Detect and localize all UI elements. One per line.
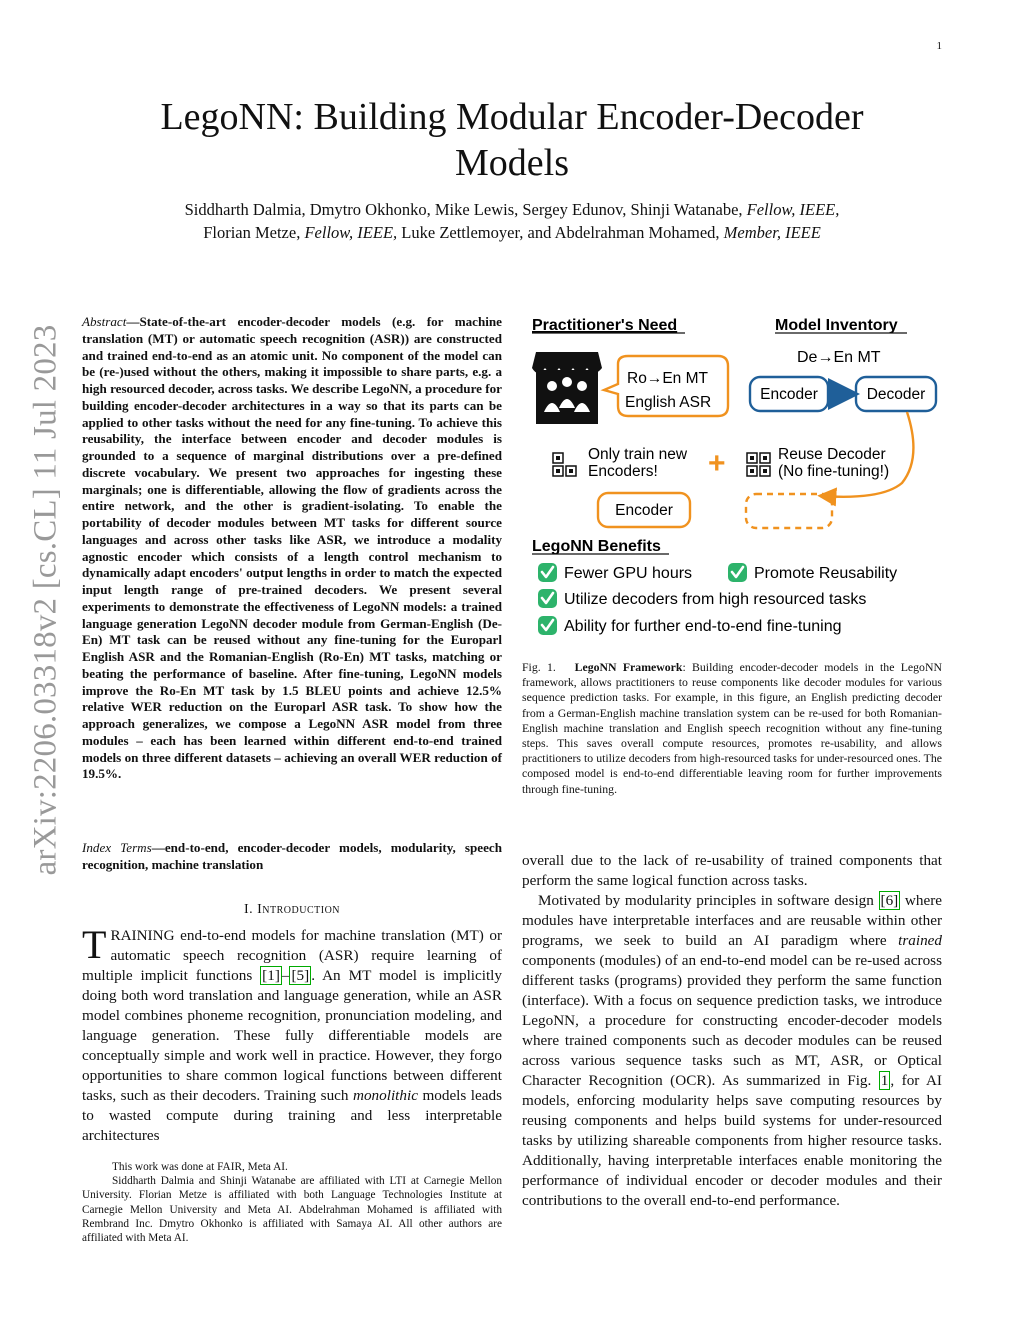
index-terms-label: Index Terms [82,840,152,855]
arxiv-id: arXiv:2206.03318v2 [cs.CL] 11 Jul 2023 [27,324,64,876]
citation-dash: – [281,967,290,984]
benefit-1: Fewer GPU hours [564,565,693,582]
authors-line-2a: Florian Metze, [203,223,301,242]
title-line-1: LegoNN: Building Modular Encoder-Decoder [160,96,864,138]
new-encoder-label: Encoder [615,502,673,519]
only-train-line-1: Only train new [588,446,688,463]
caption-label: Fig. 1. [522,660,556,674]
author-role: Member, IEEE [723,223,821,242]
caption-text: : Building encoder-decoder models in the LegoNN framework, allows practitioners to reuse components like decoder modules for various sequence prediction tasks. For example, in this figure, an English predicting decoder from a German-English machine translation system can be re-used for both Romanian-English machine translation and English speech recognition without any fine-tuning steps. This saves overall compute resources, promotes re-usability, and allows practitioners to utilize decoders from high-resourced tasks for under-resourced ones. The composed model is end-to-end differentiable leaving room for further improvements through fine-tuning. [522,660,942,796]
authors-line-1: Siddharth Dalmia, Dmytro Okhonko, Mike Lewis, Sergey Edunov, Shinji Watanabe, [184,200,743,219]
only-train-line-2: Encoders! [588,463,658,480]
paragraph-emphasis: trained [898,932,942,949]
intro-text-c: models leads to wasted compute during training and less interpretable architectures [82,1087,502,1144]
intro-first-word: RAINING [110,927,175,944]
index-terms [82,840,502,874]
footnote-2: Siddharth Dalmia and Shinji Watanabe are affiliated with LTI at Carnegie Mellon University. Florian Metze is affiliated with both Language Technologies Institute at Carnegie Mellon University and Meta AI. Abdelrahman Mohamed is affiliated with Rembrand Inc. Dmytro Okhonko is affiliated with Samaya AI. All other authors are affiliated with Meta AI. [82,1175,502,1245]
figure-caption [522,660,942,797]
inventory-decoder-label: Decoder [866,386,926,403]
dropcap: T [82,922,107,967]
author-role: Fellow, IEEE, [746,200,840,219]
paper-title [0,94,1024,186]
citation-link[interactable]: [5] [291,967,310,984]
plus-sign: + [708,447,726,480]
paragraph-text: components (modules) of an end-to-end model can be re-used across different tasks (programs) provided they perform the same function (interface). With a focus on sequence prediction tasks, we introduce LegoNN, a procedure for constructing encoder-decoder models where trained components such as decoder modules can be reused across various sequence tasks such as MT, ASR, or Optical Character Recognition (OCR). As summarized in Fig. [522,952,942,1089]
author-role: Fellow, IEEE, [304,223,398,242]
lego-icon [747,453,770,476]
citation-link[interactable]: [6] [880,892,899,909]
section-title: Introduction [257,902,341,917]
section-heading [82,902,502,918]
paragraph-text: , for AI models, enforcing modularity helps save computing resources by reusing components and helps build systems for under-resourced tasks by utilizing shareable components from higher resource tasks. Additionally, having interpretable interfaces enable monitoring the performance of individual encoder or decoder modules and their contributions to the overall end-to-end performance. [522,1072,942,1209]
check-icon [538,563,557,582]
index-terms-text: —end-to-end, encoder-decoder models, modularity, speech recognition, machine translation [82,840,503,872]
paragraph: overall due to the lack of re-usability of trained components that perform the same logical function across tasks. [522,852,942,889]
figure-1 [522,308,942,653]
shop-icon [532,352,602,424]
paragraph-text: where modules have interpretable interfaces and are reusable within other programs, we seek to build an AI paradigm where [522,892,942,949]
footnote-1: This work was done at FAIR, Meta AI. [112,1161,288,1173]
abstract-text: —State-of-the-art encoder-decoder models (e.g. for machine translation (MT) or automatic speech recognition (ASR)) are constructed and trained end-to-end as an atomic unit. No component of the model can be (re-)used without the others, making it impossible to share parts, e.g. a high resourced decoder, across tasks. We describe LegoNN, a procedure for building encoder-decoder architectures in a way so that its parts can be applied to other tasks without the need for any fine-tuning. To achieve this reusability, the interface between encoder and decoder modules is grounded to a sequence of marginal distributions over a pre-defined discrete vocabulary. We present two approaches for ingesting these marginals; one is differentiable, allowing the flow of gradients across the entire network, and the other is gradient-isolating. To enable the portability of decoder modules between MT tasks for different source languages and across other tasks like ASR, we introduce a modality agnostic encoder which consists of a length control mechanism to dynamically adapt encoders' output lengths in order to match the expected input length range of pre-trained decoders. We present several experiments to demonstrate the effectiveness of LegoNN models: a trained language generation LegoNN decoder module from German-English (De-En) MT task can be reused without any fine-tuning for the Europarl English ASR and the Romanian-English (Ro-En) MT tasks, matching or beating the performance of baseline. After fine-tuning, LegoNN models improve the Ro-En MT task by 1.5 BLEU points and achieve 12.5% relative WER reduction on the Europarl ASR task. To show how the approach generalizes, we compose a LegoNN ASR model from three modules – each has been learned within different end-to-end trained models on three different datasets – achieving an overall WER reduction of 19.5%. [82,314,502,782]
intro-paragraph [82,922,502,1146]
abstract [82,314,502,783]
need-speech-bubble [604,356,728,416]
reuse-line-2: (No fine-tuning!) [778,463,890,480]
intro-continued [522,851,942,1211]
intro-text-a: end-to-end models for machine translation (MT) or automatic speech recognition (ASR) require learning of multiple implicit functions [82,927,502,984]
title-line-2: Models [455,142,569,184]
need-task-1: Ro→En MT [627,370,708,387]
intro-text-b: . An MT model is implicitly doing both word translation and language generation, while an ASR model combines phoneme recognition, pronunciation modeling, and language generation. These fully differentiable models are conceptually simple and work well in practice. However, they forgo opportunities to share common logical functions between different tasks, such as their decoders. Training such [82,967,502,1104]
section-number: I. [243,902,254,917]
intro-emphasis: monolithic [352,1087,418,1104]
benefit-3: Utilize decoders from high resourced tasks [564,591,867,608]
citation-link[interactable]: [1] [262,967,280,984]
model-inventory-heading: Model Inventory [775,317,898,334]
practitioner-need-heading: Practitioner's Need [532,317,678,334]
check-icon [538,616,557,635]
benefits-heading: LegoNN Benefits [532,538,661,555]
arxiv-watermark [8,250,84,950]
figure-1-diagram [522,308,942,653]
footnotes [82,1160,502,1245]
lego-icon [553,453,576,476]
figure-reference-link[interactable]: 1 [880,1072,889,1089]
benefit-2: Promote Reusability [754,565,898,582]
need-task-2: English ASR [625,394,712,411]
page-number: 1 [936,40,942,52]
reuse-line-1: Reuse Decoder [778,446,886,463]
check-icon [538,589,557,608]
caption-title: LegoNN Framework [574,660,683,674]
paragraph-text: Motivated by modularity principles in software design [538,892,879,909]
inventory-encoder-label: Encoder [760,386,818,403]
decoder-slot-box [746,494,832,528]
inventory-task-label: De→En MT [797,349,881,366]
author-list [0,198,1024,244]
abstract-label: Abstract [82,314,127,329]
check-icon [728,563,747,582]
authors-line-2b: Luke Zettlemoyer, and Abdelrahman Mohamed, [401,223,720,242]
benefit-4: Ability for further end-to-end fine-tuning [564,618,842,635]
paragraph [522,891,942,1211]
